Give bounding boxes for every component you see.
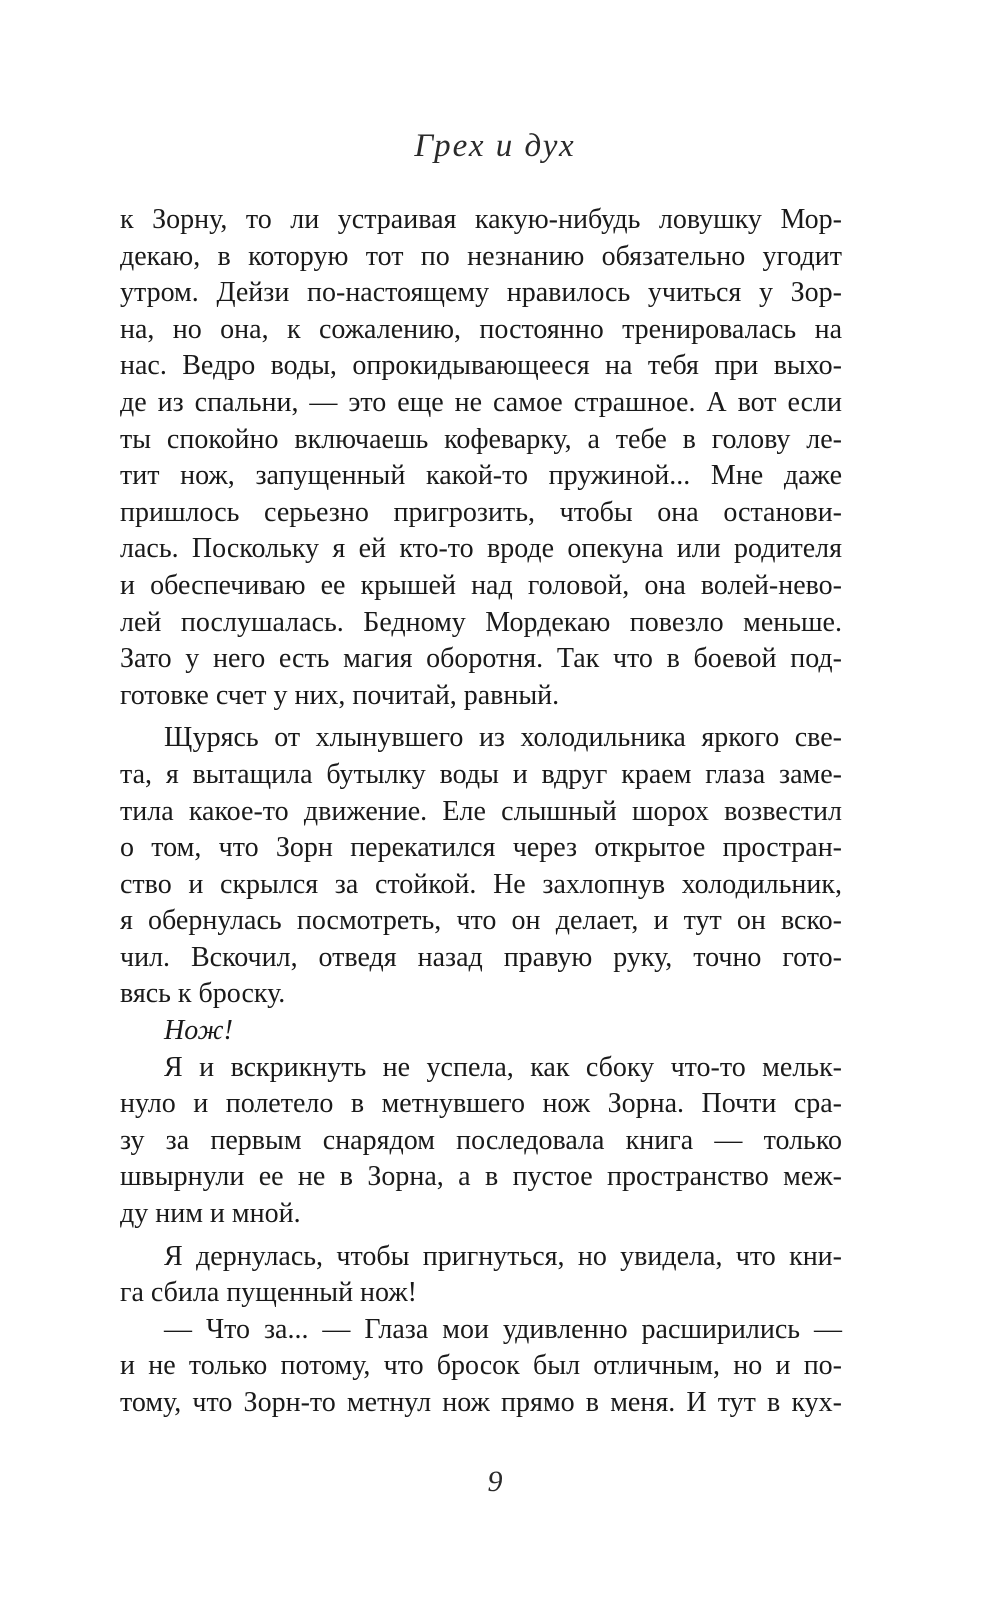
text-line: — Что за... — Глаза мои удивленно расширились — (164, 1313, 842, 1345)
paragraph (120, 202, 842, 714)
text-line: лась. Поскольку я ей кто-то вроде опекуна или родителя (120, 533, 842, 565)
text-line: зу за первым снарядом последовала книга — только (120, 1124, 842, 1156)
text-line: ду ним и мной. (120, 1198, 301, 1230)
text-line: Я и вскрикнуть не успела, как сбоку что-то мельк- (164, 1051, 842, 1083)
text-line: к Зорну, то ли устраивая какую-нибудь ловушку Мор- (120, 204, 842, 235)
text-line: Зато у него есть магия оборотня. Так что в боевой под- (120, 643, 842, 675)
paragraph (120, 1013, 842, 1050)
text-line: утром. Дейзи по-настоящему нравилось учиться у Зор- (120, 277, 842, 309)
text-line: пришлось серьезно пригрозить, чтобы она останови- (120, 496, 842, 528)
text-line: Я дернулась, чтобы пригнуться, но увидела, что кни- (164, 1240, 842, 1272)
text-line: та, я вытащила бутылку воды и вдруг краем глаза заме- (120, 758, 842, 790)
body-text (120, 202, 842, 1422)
text-line: ты спокойно включаешь кофеварку, а тебе в голову ле- (120, 423, 842, 455)
text-line: чил. Вскочил, отведя назад правую руку, точно гото- (120, 941, 842, 973)
text-line: о том, что Зорн перекатился через открытое простран- (120, 832, 842, 864)
text-line: декаю, в которую тот по незнанию обязательно угодит (120, 240, 842, 272)
text-line: га сбила пущенный нож! (120, 1277, 418, 1309)
text-line: и обеспечиваю ее крышей над головой, она волей-нево- (120, 569, 842, 601)
text-line: на, но она, к сожалению, постоянно тренировалась на (120, 313, 842, 345)
page-number: 9 (487, 1465, 503, 1498)
text-line: лей послушалась. Бедному Мордекаю повезло меньше. (120, 606, 842, 638)
text-line: тила какое-то движение. Еле слышный шорох возвестил (120, 795, 842, 827)
text-line: готовке счет у них, почитай, равный. (120, 679, 560, 711)
text-line: ство и скрылся за стойкой. Не захлопнув холодильник, (120, 868, 842, 900)
text-line: нас. Ведро воды, опрокидывающееся на тебя при выхо- (120, 350, 842, 382)
text-line: и не только потому, что бросок был отличным, но и по- (120, 1350, 842, 1382)
text-line: де из спальни, — это еще не самое страшное. А вот если (120, 386, 842, 418)
text-line: я обернулась посмотреть, что он делает, и тут он вско- (120, 905, 842, 937)
text-line: Щурясь от хлынувшего из холодильника яркого све- (164, 722, 842, 754)
paragraph (120, 1050, 842, 1233)
text-line: нуло и полетело в метнувшего нож Зорна. Почти сра- (120, 1088, 842, 1120)
text-line: вясь к броску. (120, 978, 286, 1010)
text-line: Нож! (164, 1015, 233, 1047)
text-line: тит нож, запущенный какой-то пружиной... Мне даже (120, 460, 842, 492)
paragraph (120, 1312, 842, 1422)
paragraph (120, 720, 842, 1013)
running-head: Грех и дух (414, 128, 576, 164)
text-line: швырнули ее не в Зорна, а в пустое пространство меж- (120, 1161, 842, 1193)
paragraph (120, 1239, 842, 1312)
text-line: тому, что Зорн-то метнул нож прямо в меня. И тут в кух- (120, 1387, 842, 1418)
